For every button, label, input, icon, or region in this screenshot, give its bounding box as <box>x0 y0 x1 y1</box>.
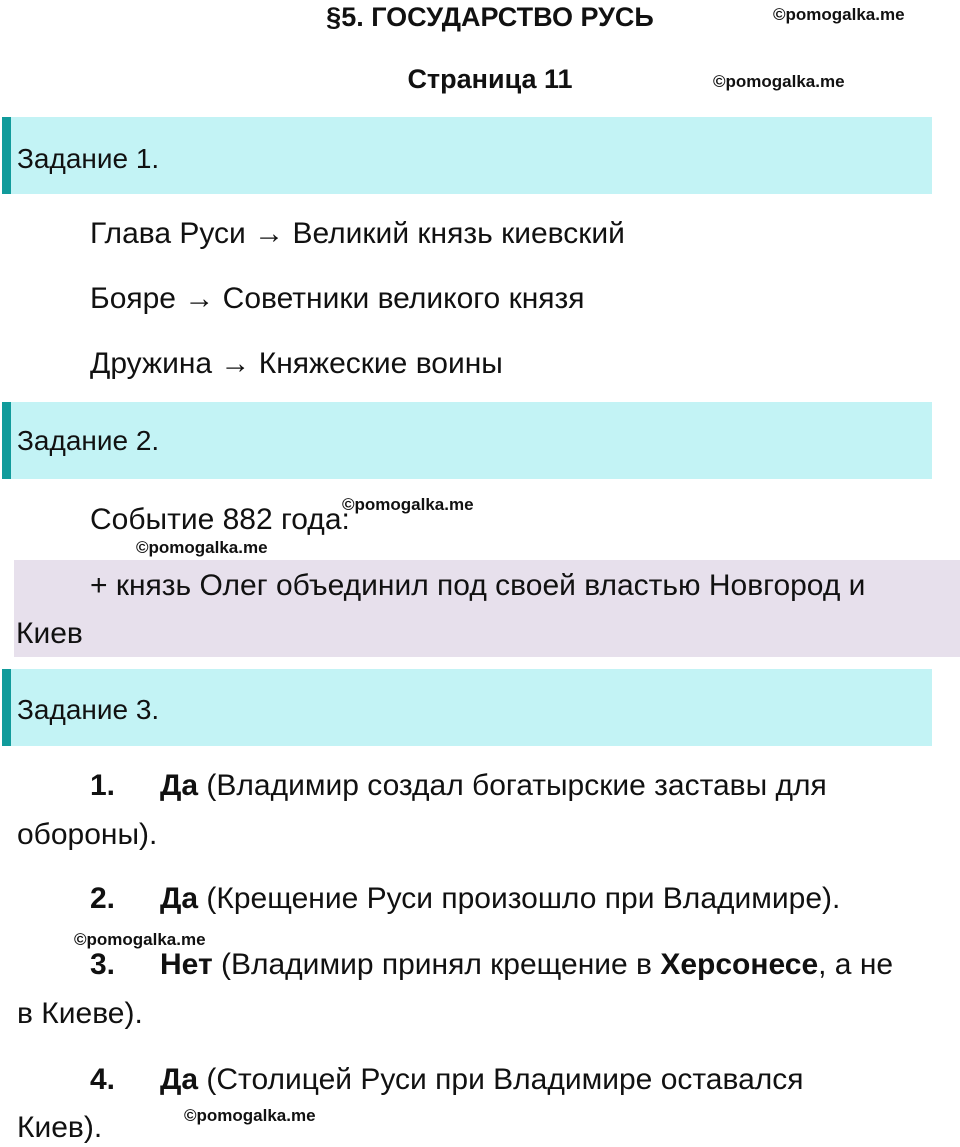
item-verdict: Да <box>160 769 199 802</box>
task2-answer-line-2: Киев <box>16 617 83 650</box>
task3-heading-bar <box>2 669 932 746</box>
task2-heading: Задание 2. <box>17 425 160 456</box>
task2-question: Событие 882 года: <box>90 503 350 536</box>
page-title: §5. ГОСУДАРСТВО РУСЬ <box>326 2 654 32</box>
task1-line-3: Дружина → Княжеские воины <box>90 347 503 380</box>
task1-heading: Задание 1. <box>17 143 160 174</box>
task2-answer-line-1: + князь Олег объединил под своей властью Новгород и <box>90 569 866 602</box>
task3-item-1-cont: обороны). <box>17 818 158 851</box>
heading-accent <box>2 402 11 479</box>
item-verdict: Да <box>160 1063 199 1096</box>
watermark: ©pomogalka.me <box>136 538 268 557</box>
item-number: 1. <box>90 769 116 802</box>
watermark: ©pomogalka.me <box>342 495 474 514</box>
item-number: 3. <box>90 948 116 981</box>
watermark: ©pomogalka.me <box>773 5 905 24</box>
task3-item-4-cont: Киев). <box>17 1111 103 1144</box>
item-verdict: Нет <box>160 948 213 981</box>
watermark: ©pomogalka.me <box>74 930 206 949</box>
page-number: Страница 11 <box>407 64 573 94</box>
task3-heading: Задание 3. <box>17 694 160 725</box>
item-number: 4. <box>90 1063 116 1096</box>
task1-heading-bar <box>2 117 932 194</box>
item-text: (Владимир принял крещение в <box>212 948 661 981</box>
task3-item-1 <box>90 768 827 804</box>
item-text: (Столицей Руси при Владимире оставался <box>198 1063 804 1096</box>
task1-line-1: Глава Руси → Великий князь киевский <box>90 217 625 250</box>
task2-answer-box <box>14 560 960 657</box>
task3-item-3 <box>90 947 893 983</box>
task1-line-2: Бояре → Советники великого князя <box>90 282 585 315</box>
task3-item-3-cont: в Киеве). <box>17 997 143 1030</box>
task2-heading-bar <box>2 402 932 479</box>
task3-item-2 <box>90 881 840 917</box>
task3-item-4 <box>90 1062 804 1098</box>
item-text: (Крещение Руси произошло при Владимире). <box>198 882 841 915</box>
heading-accent <box>2 117 11 194</box>
item-number: 2. <box>90 882 116 915</box>
heading-accent <box>2 669 11 746</box>
item-text: , а не <box>818 948 894 981</box>
item-text-bold: Херсонесе <box>660 948 819 981</box>
watermark: ©pomogalka.me <box>184 1106 316 1125</box>
item-text: (Владимир создал богатырские заставы для <box>198 769 827 802</box>
item-verdict: Да <box>160 882 199 915</box>
watermark: ©pomogalka.me <box>713 72 845 91</box>
